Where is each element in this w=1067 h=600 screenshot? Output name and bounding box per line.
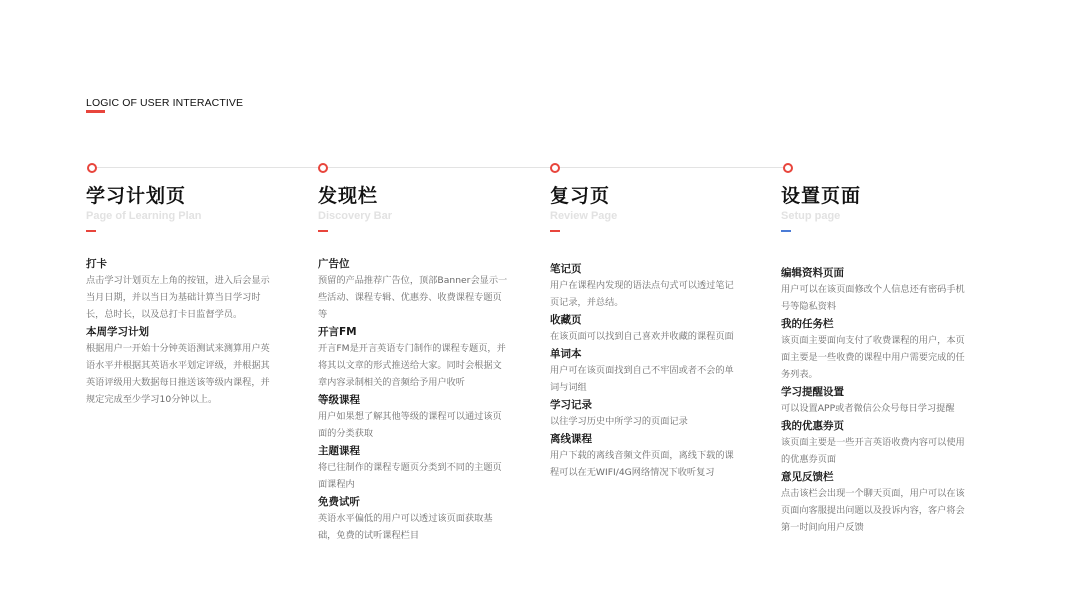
- column-subtitle: Discovery Bar: [318, 210, 392, 222]
- item-desc: 用户下载的离线音频文件页面，离线下载的课程可以在无WIFI/4G网络情况下收听复习: [550, 450, 734, 478]
- item-title: 打卡: [86, 258, 107, 270]
- item-title: 笔记页: [550, 263, 582, 275]
- item-desc: 用户可在该页面找到自己不牢固或者不会的单词与词组: [550, 365, 734, 393]
- item-desc: 英语水平偏低的用户可以透过该页面获取基础，免费的试听课程栏目: [318, 513, 493, 541]
- column-learning-plan: [86, 183, 278, 409]
- item-title: 学习记录: [550, 399, 592, 411]
- item-title: 离线课程: [550, 433, 592, 445]
- item-desc: 根据用户一开始十分钟英语测试来测算用户英语水平并根据其英语水平划定评级，并根据其英语评级用大数据每日推送该等级内课程，并规定完成至少学习10分钟以上。: [86, 343, 270, 405]
- item-title: 免费试听: [318, 496, 360, 508]
- timeline-line: [92, 167, 788, 168]
- item-desc: 以往学习历史中所学习的页面记录: [550, 416, 688, 427]
- item-desc: 点击学习计划页左上角的按钮，进入后会显示当月日期，并以当日为基础计算当日学习时长，总时长，以及总打卡日监督学员。: [86, 275, 270, 320]
- item-title: 意见反馈栏: [781, 471, 834, 483]
- item-title: 开言FM: [318, 326, 357, 338]
- item-desc: 将已往制作的课程专题页分类到不同的主题页面课程内: [318, 462, 502, 490]
- timeline-dot-3: [550, 163, 560, 173]
- column-subtitle: Setup page: [781, 210, 841, 222]
- item-title: 我的任务栏: [781, 318, 834, 330]
- column-title: 学习计划页: [86, 185, 187, 207]
- item-desc: 点击该栏会出现一个聊天页面，用户可以在该页面向客服提出问题以及投诉内容，客户将会第一时间向用户反馈: [781, 488, 965, 533]
- item-desc: 预留的产品推荐广告位，顶部Banner会显示一些活动、课程专辑、优惠券、收费课程专题页等: [318, 275, 508, 320]
- item-desc: 用户如果想了解其他等级的课程可以通过该页面的分类获取: [318, 411, 502, 439]
- item-desc: 该页面主要是一些开言英语收费内容可以使用的优惠券页面: [781, 437, 965, 465]
- column-accent-bar: [550, 230, 560, 232]
- item-desc: 用户可以在该页面修改个人信息还有密码手机号等隐私资料: [781, 284, 965, 312]
- page-title: LOGIC OF USER INTERACTIVE: [86, 97, 244, 109]
- timeline-dot-1: [87, 163, 97, 173]
- title-accent-bar: [86, 110, 105, 113]
- item-title: 单词本: [550, 348, 582, 360]
- column-discovery: [318, 183, 510, 545]
- column-review: [550, 183, 742, 482]
- timeline-dot-4: [783, 163, 793, 173]
- column-title: 复习页: [550, 185, 611, 207]
- item-desc: 可以设置APP或者微信公众号每日学习提醒: [781, 403, 955, 414]
- column-accent-bar: [86, 230, 96, 232]
- column-subtitle: Page of Learning Plan: [86, 210, 202, 222]
- item-desc: 用户在课程内发现的语法点句式可以透过笔记页记录，并总结。: [550, 280, 734, 308]
- item-title: 本周学习计划: [86, 326, 149, 338]
- column-accent-bar: [318, 230, 328, 232]
- column-subtitle: Review Page: [550, 210, 618, 222]
- column-title: 设置页面: [781, 185, 862, 207]
- item-title: 编辑资料页面: [781, 267, 844, 279]
- item-desc: 该页面主要面向支付了收费课程的用户，本页面主要是一些收费的课程中用户需要完成的任务列表。: [781, 335, 965, 380]
- column-setup: [781, 183, 973, 537]
- item-title: 收藏页: [550, 314, 582, 326]
- timeline-dot-2: [318, 163, 328, 173]
- column-title: 发现栏: [318, 185, 379, 207]
- item-title: 主题课程: [318, 445, 360, 457]
- item-desc: 在该页面可以找到自己喜欢并收藏的课程页面: [550, 331, 734, 342]
- item-title: 广告位: [318, 258, 350, 270]
- item-title: 我的优惠券页: [781, 420, 844, 432]
- item-title: 学习提醒设置: [781, 386, 844, 398]
- column-accent-bar: [781, 230, 791, 232]
- item-title: 等级课程: [318, 394, 360, 406]
- item-desc: 开言FM是开言英语专门制作的课程专题页，并将其以文章的形式推送给大家。同时会根据文章内容录制相关的音频给予用户收听: [318, 343, 506, 388]
